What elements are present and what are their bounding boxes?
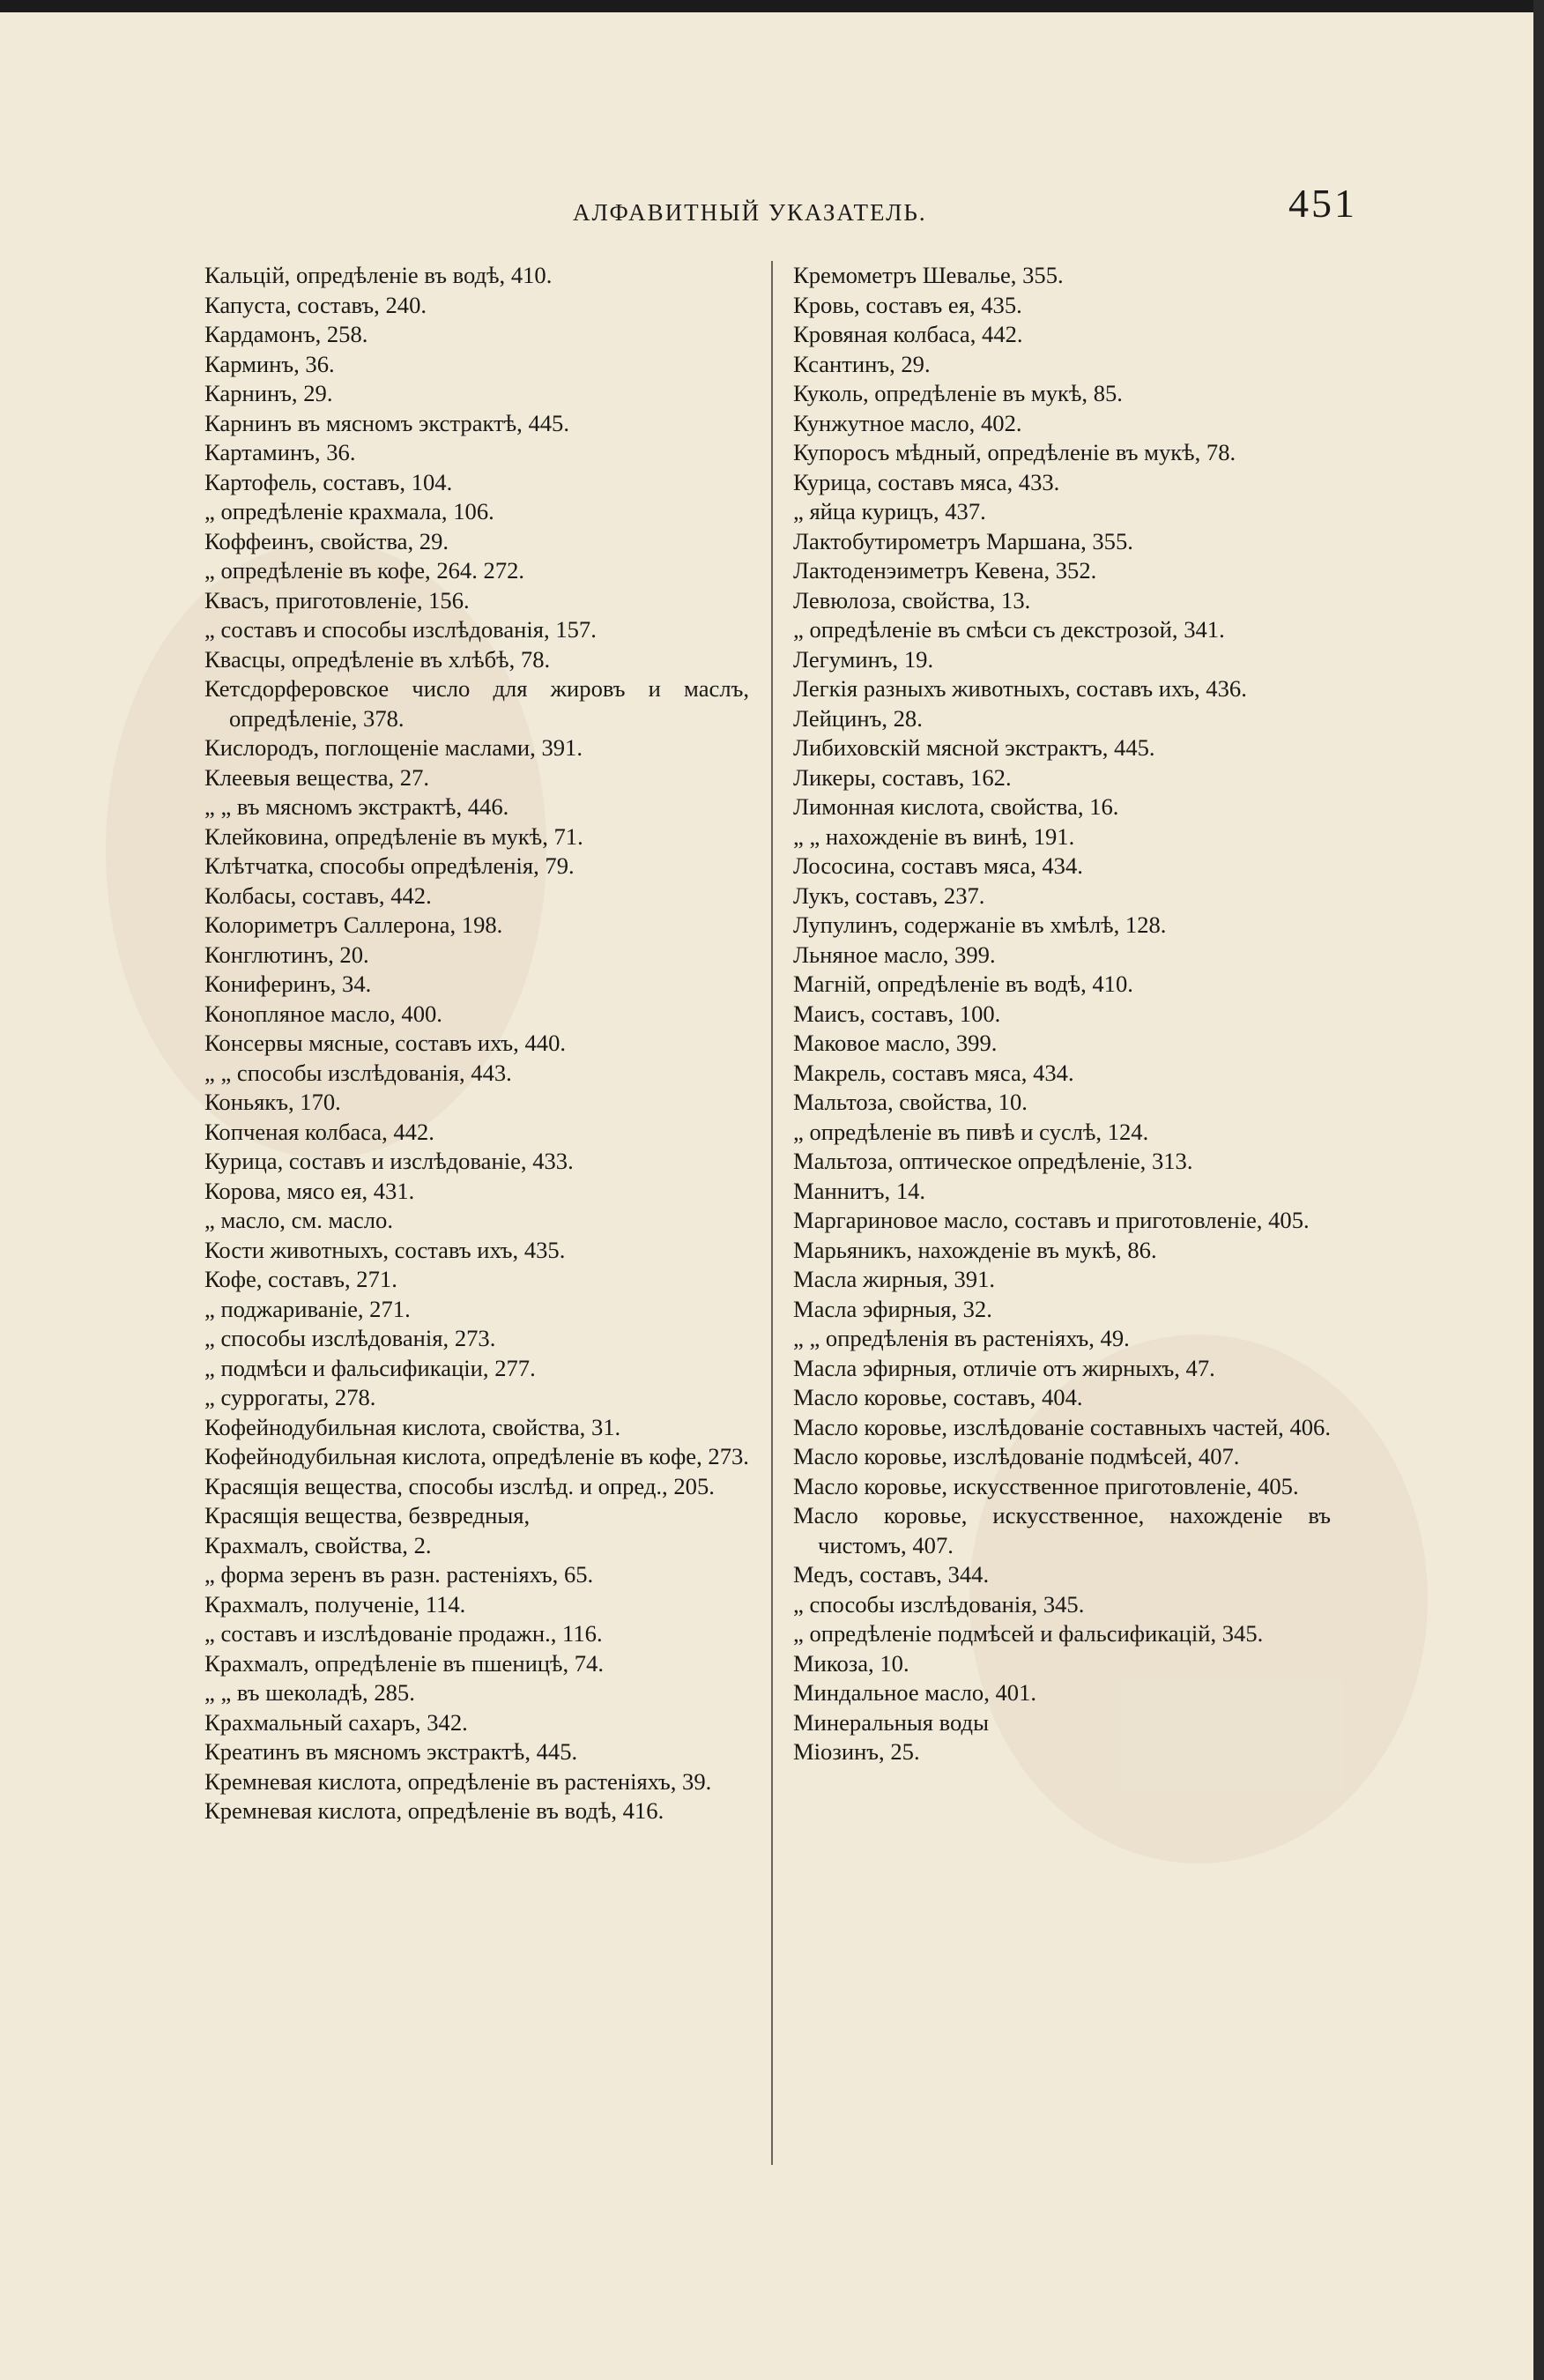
index-entry: Маковое масло, 399. (793, 1030, 998, 1056)
index-entry: Кофе, составъ, 271. (204, 1266, 397, 1292)
index-entry: Кетсдорферовское число для жировъ и маслъ, опредѣленіе, 378. (204, 675, 749, 732)
index-entry: „ способы изслѣдованія, 273. (204, 1325, 496, 1351)
running-title: АЛФАВИТНЫЙ УКАЗАТЕЛЬ. (573, 199, 927, 226)
index-entry: Кальцій, опредѣленіе въ водѣ, 410. (204, 262, 553, 288)
index-entry: „ масло, см. масло. (204, 1207, 393, 1233)
index-entry: Конопляное масло, 400. (204, 1000, 442, 1027)
index-entry: Клеевыя вещества, 27. (204, 763, 430, 791)
index-entry: Левюлоза, свойства, 13. (793, 586, 1031, 614)
index-entry: Масла эфирныя, 32. (793, 1295, 992, 1322)
index-entry: Міозинъ, 25. (793, 1738, 920, 1765)
index-entry: Кониферинъ, 34. (204, 971, 372, 997)
index-entry: Лососина, составъ мяса, 434. (793, 852, 1083, 879)
index-entry: Колориметръ Саллерона, 198. (204, 911, 503, 938)
index-entry: Макрель, составъ мяса, 434. (793, 1059, 1074, 1086)
index-entry: Кофейнодубильная кислота, опредѣленіе въ кофе, 273. (204, 1443, 749, 1469)
index-entry: Легуминъ, 19. (793, 645, 934, 673)
index-entry: Лукъ, составъ, 237. (793, 881, 985, 909)
index-entry: Ликеры, составъ, 162. (793, 763, 1012, 791)
book-page (0, 12, 1533, 2380)
index-entry: „ „ опредѣленія въ растеніяхъ, 49. (793, 1325, 1130, 1351)
index-entry: „ опредѣленіе въ смѣси съ декстрозой, 341. (793, 616, 1225, 643)
index-entry: „ „ способы изслѣдованія, 443. (204, 1059, 512, 1086)
index-entry: Консервы мясные, составъ ихъ, 440. (204, 1030, 567, 1056)
index-entry: „ опредѣленіе въ пивѣ и суслѣ, 124. (793, 1118, 1149, 1145)
index-entry: „ опредѣленіе въ кофе, 264. 272. (204, 557, 525, 584)
index-entry: „ суррогаты, 278. (204, 1384, 376, 1410)
index-entry: Лимонная кислота, свойства, 16. (793, 793, 1119, 820)
index-entry: Масла эфирныя, отличіе отъ жирныхъ, 47. (793, 1354, 1215, 1381)
index-entry: Маисъ, составъ, 100. (793, 1000, 1001, 1027)
index-entry: „ способы изслѣдованія, 345. (793, 1590, 1085, 1618)
index-entry: Купоросъ мѣдный, опредѣленіе въ мукѣ, 78. (793, 439, 1236, 465)
index-entry: Кости животныхъ, составъ ихъ, 435. (204, 1236, 566, 1263)
index-entry: Минеральныя воды (793, 1708, 989, 1736)
index-entry: Масло коровье, искусственное, нахожденіе въ чистомъ, 407. (793, 1502, 1331, 1558)
index-entry: „ составъ и изслѣдованіе продажн., 116. (204, 1620, 603, 1647)
index-entry: „ составъ и способы изслѣдованія, 157. (204, 616, 597, 643)
index-entry: „ поджариваніе, 271. (204, 1295, 411, 1322)
index-entry: Льняное масло, 399. (793, 941, 996, 968)
index-entry: „ „ нахожденіе въ винѣ, 191. (793, 822, 1075, 850)
index-entry: Лупулинъ, содержаніе въ хмѣлѣ, 128. (793, 911, 1167, 938)
index-entry: Красящія вещества, безвредныя, (204, 1502, 531, 1528)
index-column-left (204, 261, 749, 1826)
index-entry: Колбасы, составъ, 442. (204, 881, 432, 909)
index-entry: „ яйца курицъ, 437. (793, 498, 986, 524)
page-header (194, 180, 1357, 250)
index-entry: Квасцы, опредѣленіе въ хлѣбѣ, 78. (204, 645, 551, 673)
index-entry: Кислородъ, поглощеніе маслами, 391. (204, 734, 583, 761)
index-entry: Квасъ, приготовленіе, 156. (204, 586, 470, 614)
index-entry: „ форма зеренъ въ разн. растеніяхъ, 65. (204, 1561, 594, 1588)
index-entry: Кунжутное масло, 402. (793, 409, 1022, 436)
index-entry: Курица, составъ и изслѣдованіе, 433. (204, 1148, 574, 1174)
index-entry: Картофель, составъ, 104. (204, 468, 453, 495)
index-entry: Клѣтчатка, способы опредѣленія, 79. (204, 852, 575, 879)
index-entry: Коньякъ, 170. (204, 1089, 341, 1115)
index-entry: Кровь, составъ ея, 435. (793, 291, 1022, 318)
index-entry: Масло коровье, составъ, 404. (793, 1384, 1083, 1410)
index-entry: „ опредѣленіе подмѣсей и фальсификацій, 345. (793, 1620, 1264, 1647)
index-entry: Кровяная колбаса, 442. (793, 321, 1023, 347)
index-entry: Конглютинъ, 20. (204, 941, 369, 968)
index-entry: Курица, составъ мяса, 433. (793, 468, 1060, 495)
index-entry: Легкія разныхъ животныхъ, составъ ихъ, 436. (793, 675, 1247, 702)
index-entry: Копченая колбаса, 442. (204, 1118, 434, 1145)
index-entry: Куколь, опредѣленіе въ мукѣ, 85. (793, 380, 1123, 406)
index-entry: Карнинъ, 29. (204, 380, 333, 406)
index-entry: Карминъ, 36. (204, 350, 335, 377)
index-entry: Мальтоза, оптическое опредѣленіе, 313. (793, 1148, 1193, 1174)
index-entry: Карнинъ въ мясномъ экстрактѣ, 445. (204, 409, 569, 436)
index-entry: Крахмалъ, опредѣленіе въ пшеницѣ, 74. (204, 1649, 605, 1677)
index-entry: Ксантинъ, 29. (793, 350, 931, 377)
index-entry: Мальтоза, свойства, 10. (793, 1089, 1028, 1115)
index-entry: Корова, мясо ея, 431. (204, 1177, 415, 1204)
index-entry: Масло коровье, искусственное приготовленіе, 405. (793, 1472, 1299, 1499)
index-entry: Медъ, составъ, 344. (793, 1561, 990, 1588)
index-entry: Кремневая кислота, опредѣленіе въ растеніяхъ, 39. (204, 1767, 712, 1795)
index-entry: Картаминъ, 36. (204, 439, 356, 465)
index-entry: Кремневая кислота, опредѣленіе въ водѣ, 416. (204, 1797, 664, 1824)
index-entry: Креатинъ въ мясномъ экстрактѣ, 445. (204, 1738, 578, 1765)
page-number: 451 (1288, 181, 1357, 226)
index-entry: Масло коровье, изслѣдованіе составныхъ частей, 406. (793, 1413, 1332, 1440)
page-edge-shadow (1533, 0, 1544, 2380)
index-entry: Миндальное масло, 401. (793, 1679, 1037, 1706)
index-entry: „ подмѣси и фальсификаціи, 277. (204, 1354, 536, 1381)
index-entry: Капуста, составъ, 240. (204, 291, 427, 318)
index-entry: Марьяникъ, нахожденіе въ мукѣ, 86. (793, 1236, 1157, 1263)
index-entry: Лактобутирометръ Маршана, 355. (793, 527, 1133, 554)
index-entry: „ опредѣленіе крахмала, 106. (204, 498, 494, 524)
index-entry: Кремометръ Шевалье, 355. (793, 262, 1064, 288)
index-entry: Лактоденэиметръ Кевена, 352. (793, 557, 1097, 584)
index-entry: Маргариновое масло, составъ и приготовленіе, 405. (793, 1207, 1310, 1233)
index-entry: Масла жирныя, 391. (793, 1266, 996, 1292)
index-entry: Красящія вещества, способы изслѣд. и опред., 205. (204, 1472, 715, 1499)
index-entry: Микоза, 10. (793, 1649, 909, 1677)
index-entry: „ „ въ мясномъ экстрактѣ, 446. (204, 793, 509, 820)
index-column-right (793, 261, 1331, 1767)
index-entry: Кардамонъ, 258. (204, 321, 368, 347)
index-entry: Маннитъ, 14. (793, 1177, 926, 1204)
index-entry: Крахмалъ, полученіе, 114. (204, 1590, 466, 1618)
index-entry: Крахмалъ, свойства, 2. (204, 1531, 432, 1558)
index-entry: „ „ въ шеколадѣ, 285. (204, 1679, 415, 1706)
column-divider (771, 261, 773, 2165)
index-entry: Кофейнодубильная кислота, свойства, 31. (204, 1413, 621, 1440)
index-entry: Коффеинъ, свойства, 29. (204, 527, 449, 554)
index-entry: Крахмальный сахаръ, 342. (204, 1708, 468, 1736)
index-entry: Магній, опредѣленіе въ водѣ, 410. (793, 971, 1133, 997)
index-entry: Клейковина, опредѣленіе въ мукѣ, 71. (204, 822, 583, 850)
index-entry: Лейцинъ, 28. (793, 704, 923, 732)
index-entry: Масло коровье, изслѣдованіе подмѣсей, 407. (793, 1443, 1240, 1469)
index-entry: Либиховскій мясной экстрактъ, 445. (793, 734, 1155, 761)
